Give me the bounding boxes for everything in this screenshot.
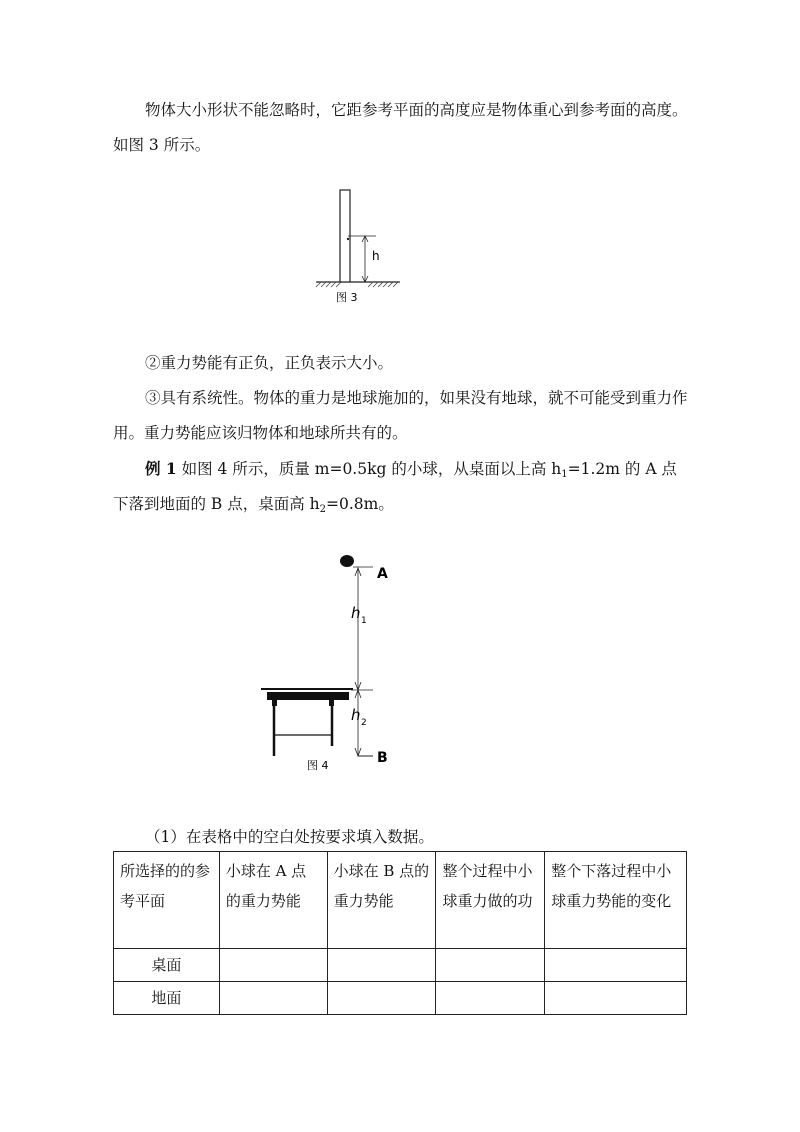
table-header-cell: 小球在 A 点的重力势能: [219, 852, 327, 949]
figure-4-h1-sub: 1: [361, 616, 367, 626]
table-cell[interactable]: [219, 949, 327, 982]
data-table: [113, 851, 687, 1015]
paragraph-system: ③具有系统性。物体的重力是地球施加的，如果没有地球，就不可能受到重力作用。重力势能应该归物体和地球所共有的。: [113, 389, 688, 442]
figure-4-label-a: A: [377, 566, 388, 582]
figure-3-diagram: [310, 188, 420, 308]
table-row: [114, 982, 687, 1015]
table-cell[interactable]: [545, 982, 687, 1015]
question-1: （1）在表格中的空白处按要求填入数据。: [145, 828, 434, 846]
example-h1-sub: 1: [561, 469, 568, 480]
paragraph-gravity-center: 物体大小形状不能忽略时，它距参考平面的高度应是物体重心到参考面的高度。如图 3 所示。: [113, 101, 688, 154]
example-text-a: 如图 4 所示，质量 m=0.5kg 的小球，从桌面以上高 h: [176, 460, 562, 478]
figure-4-diagram: [255, 548, 415, 778]
table-cell[interactable]: [327, 982, 436, 1015]
figure-4-h2-sub: 2: [361, 718, 367, 728]
figure-4: [255, 548, 415, 778]
example-h2-sub: 2: [319, 504, 327, 515]
example-1: [113, 451, 688, 522]
ball-icon: [340, 555, 354, 567]
figure-4-h1-label: h: [351, 604, 361, 622]
table-row-label: 桌面: [114, 949, 220, 982]
paragraph-sign: ②重力势能有正负，正负表示大小。: [145, 354, 394, 372]
table-cell[interactable]: [219, 982, 327, 1015]
table-row: [114, 949, 687, 982]
table-row-label: 地面: [114, 982, 220, 1015]
table-cell[interactable]: [436, 982, 545, 1015]
table-header-cell: 小球在 B 点的重力势能: [327, 852, 436, 949]
table-cell[interactable]: [327, 949, 436, 982]
table-header-cell: 整个过程中小球重力做的功: [436, 852, 545, 949]
figure-3: [310, 188, 420, 308]
table-cell[interactable]: [436, 949, 545, 982]
example-text-c: =0.8m。: [326, 495, 394, 513]
figure-3-caption: 图 3: [336, 291, 358, 304]
figure-4-label-b: B: [377, 750, 388, 766]
table-header-row: [114, 852, 687, 949]
figure-4-caption: 图 4: [307, 759, 329, 772]
table-header-cell: 所选择的的参考平面: [114, 852, 220, 949]
example-text-b: =1.2m 的 A 点下落到地面的 B 点，桌面高 h: [113, 460, 677, 513]
table-header-cell: 整个下落过程中小球重力势能的变化: [545, 852, 687, 949]
figure-4-h2-label: h: [351, 706, 361, 724]
example-label: 例 1: [145, 459, 177, 478]
figure-3-h-label: h: [372, 249, 380, 263]
table-cell[interactable]: [545, 949, 687, 982]
